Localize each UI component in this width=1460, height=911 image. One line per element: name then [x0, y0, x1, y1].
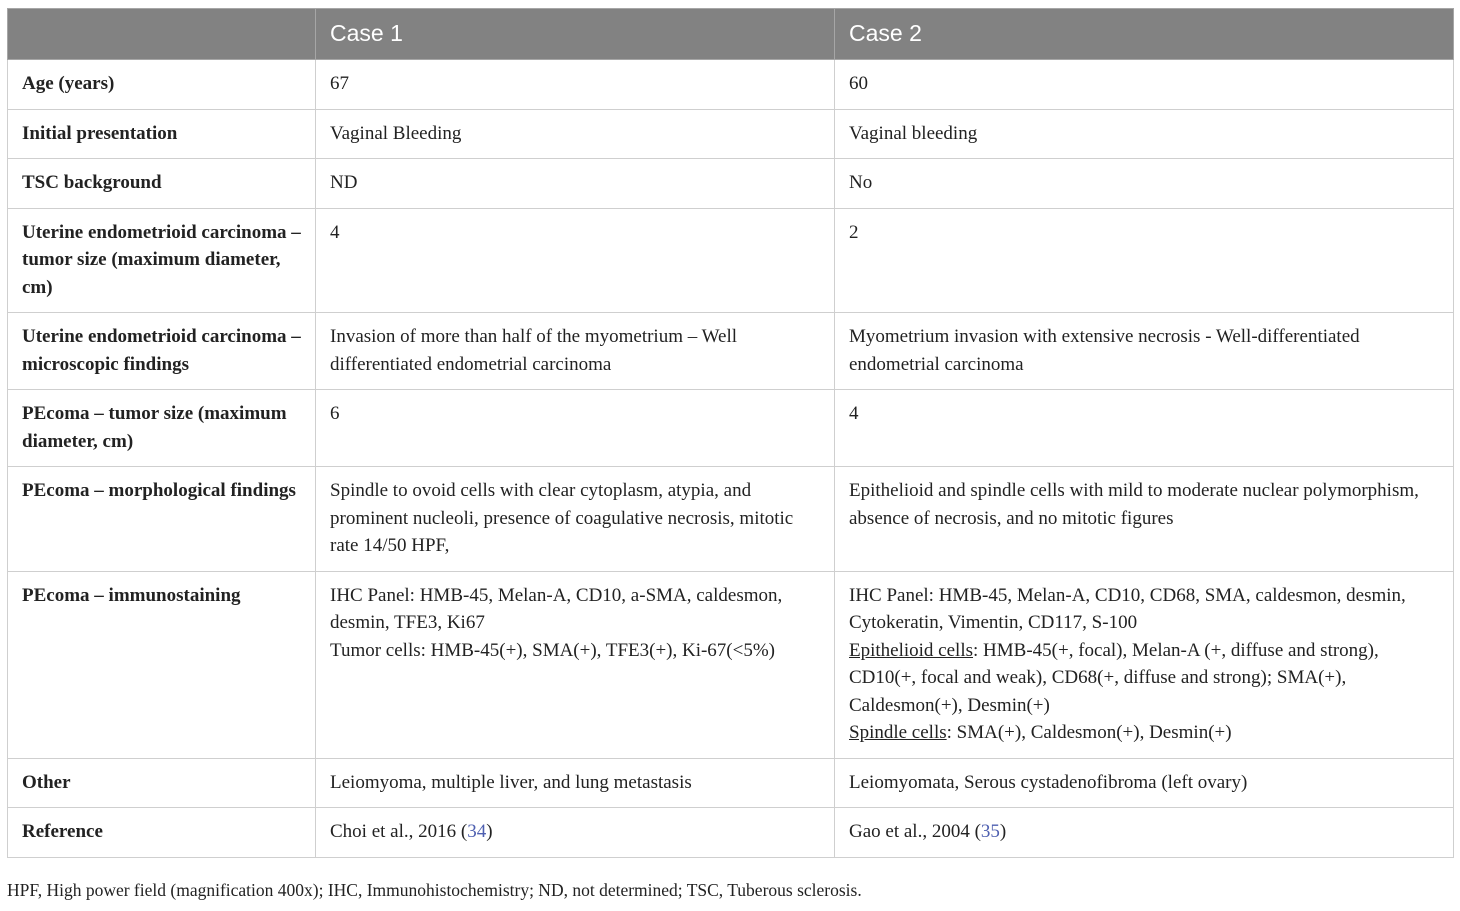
ref1-text: Choi et al., 2016 ( [330, 821, 468, 842]
case1-cell: Vaginal Bleeding [316, 109, 835, 159]
row-label: Reference [8, 808, 316, 858]
spindle-text: : SMA(+), Caldesmon(+), Desmin(+) [946, 722, 1232, 743]
ref2-text: Gao et al., 2004 ( [849, 821, 981, 842]
case2-cell: No [835, 159, 1454, 209]
row-label: PEcoma – tumor size (maximum diameter, cm) [8, 390, 316, 467]
row-label: Age (years) [8, 60, 316, 110]
row-label: Initial presentation [8, 109, 316, 159]
case2-cell: Leiomyomata, Serous cystadenofibroma (left ovary) [835, 758, 1454, 808]
header-empty [8, 9, 316, 60]
ref1-close: ) [486, 821, 493, 842]
table-row [8, 390, 1454, 467]
case1-cell: 6 [316, 390, 835, 467]
table-row [8, 60, 1454, 110]
case1-cell: Leiomyoma, multiple liver, and lung metastasis [316, 758, 835, 808]
table-row [8, 159, 1454, 209]
header-case1: Case 1 [316, 9, 835, 60]
case2-cell: 2 [835, 208, 1454, 313]
case1-cell [316, 571, 835, 758]
case2-cell: Myometrium invasion with extensive necrosis - Well-differentiated endometrial carcinoma [835, 313, 1454, 390]
case1-cell: Spindle to ovoid cells with clear cytoplasm, atypia, and prominent nucleoli, presence of coagulative necrosis, mitotic rate 14/50 HPF, [316, 467, 835, 572]
row-label: Uterine endometrioid carcinoma – microscopic findings [8, 313, 316, 390]
spindle-label: Spindle cells [849, 722, 947, 743]
case2-cell: 60 [835, 60, 1454, 110]
table-row [8, 208, 1454, 313]
table-row-reference [8, 808, 1454, 858]
table-row [8, 313, 1454, 390]
case1-cell: Invasion of more than half of the myometrium – Well differentiated endometrial carcinoma [316, 313, 835, 390]
case2-cell [835, 808, 1454, 858]
row-label: Other [8, 758, 316, 808]
case1-tumor-cells: Tumor cells: HMB-45(+), SMA(+), TFE3(+), Ki-67(<5%) [330, 639, 776, 661]
case1-cell: 4 [316, 208, 835, 313]
header-row [8, 9, 1454, 60]
table-row [8, 758, 1454, 808]
case2-cell [835, 571, 1454, 758]
case2-ihc-panel: IHC Panel: HMB-45, Melan-A, CD10, CD68, SMA, caldesmon, desmin, Cytokeratin, Vimentin, CD117, S-100 [849, 584, 1406, 633]
case2-spindle-cells [849, 719, 1439, 747]
case1-cell: ND [316, 159, 835, 209]
row-label: PEcoma – morphological findings [8, 467, 316, 572]
epithelioid-text: : HMB-45(+, focal), Melan-A (+, diffuse and strong), CD10(+, focal and weak), CD68(+, diffuse and strong); SMA(+), Caldesmon(+), Desmin(+) [849, 639, 1379, 716]
table-row [8, 467, 1454, 572]
case2-cell: Vaginal bleeding [835, 109, 1454, 159]
row-label: TSC background [8, 159, 316, 209]
case1-cell [316, 808, 835, 858]
case1-ihc-panel: IHC Panel: HMB-45, Melan-A, CD10, a-SMA, caldesmon, desmin, TFE3, Ki67 [330, 584, 783, 633]
ref2-close: ) [999, 821, 1007, 842]
comparison-table [7, 8, 1454, 858]
table-row [8, 109, 1454, 159]
ref2-link[interactable]: 35 [980, 821, 1000, 842]
epithelioid-label: Epithelioid cells [849, 639, 974, 661]
case1-cell: 67 [316, 60, 835, 110]
row-label: PEcoma – immunostaining [8, 571, 316, 758]
table-row-immunostaining [8, 571, 1454, 758]
ref1-link[interactable]: 34 [467, 821, 487, 842]
row-label: Uterine endometrioid carcinoma – tumor size (maximum diameter, cm) [8, 208, 316, 313]
case2-epithelioid-cells [849, 637, 1439, 720]
footnote: HPF, High power field (magnification 400x); IHC, Immunohistochemistry; ND, not determined; TSC, Tuberous sclerosis. [7, 880, 862, 900]
header-case2: Case 2 [835, 9, 1454, 60]
case2-cell: Epithelioid and spindle cells with mild to moderate nuclear polymorphism, absence of necrosis, and no mitotic figures [835, 467, 1454, 572]
case2-cell: 4 [835, 390, 1454, 467]
